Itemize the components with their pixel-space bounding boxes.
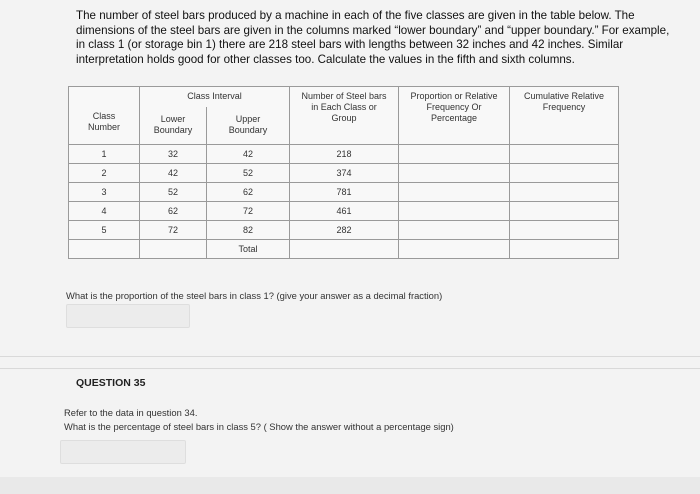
question-35-prompt: What is the percentage of steel bars in class 5? ( Show the answer without a percentage sign) [64, 421, 454, 432]
upper-boundary-cell: 52 [207, 164, 290, 183]
table-row [69, 183, 619, 202]
empty-cell [69, 240, 140, 259]
question-35-refer: Refer to the data in question 34. [64, 407, 198, 418]
proportion-header: Proportion or Relative Frequency Or Percentage [399, 87, 510, 145]
table-row [69, 202, 619, 221]
class-number-header: Class Number [69, 87, 140, 145]
total-cumulative-cell[interactable] [510, 240, 619, 259]
lower-boundary-cell: 42 [140, 164, 207, 183]
class-number-cell: 4 [69, 202, 140, 221]
class-number-cell: 3 [69, 183, 140, 202]
upper-boundary-header: Upper Boundary [207, 107, 290, 145]
proportion-cell[interactable] [399, 164, 510, 183]
total-proportion-cell[interactable] [399, 240, 510, 259]
question-divider [0, 356, 700, 357]
count-cell: 218 [290, 145, 399, 164]
count-cell: 461 [290, 202, 399, 221]
count-cell: 282 [290, 221, 399, 240]
cumulative-cell[interactable] [510, 164, 619, 183]
cumulative-cell[interactable] [510, 145, 619, 164]
lower-boundary-header: Lower Boundary [140, 107, 207, 145]
lower-boundary-cell: 52 [140, 183, 207, 202]
class-interval-header: Class Interval [140, 87, 290, 107]
cumulative-cell[interactable] [510, 183, 619, 202]
class-number-cell: 1 [69, 145, 140, 164]
upper-boundary-cell: 42 [207, 145, 290, 164]
total-count-cell[interactable] [290, 240, 399, 259]
class-number-cell: 2 [69, 164, 140, 183]
question-34-answer-input[interactable] [66, 304, 190, 328]
table-row [69, 221, 619, 240]
table-row [69, 145, 619, 164]
proportion-cell[interactable] [399, 183, 510, 202]
cumulative-cell[interactable] [510, 221, 619, 240]
proportion-cell[interactable] [399, 202, 510, 221]
table-row [69, 164, 619, 183]
question-34-prompt: What is the proportion of the steel bars in class 1? (give your answer as a decimal fraction) [66, 290, 443, 301]
upper-boundary-cell: 72 [207, 202, 290, 221]
number-of-bars-header: Number of Steel bars in Each Class or Group [290, 87, 399, 145]
empty-cell [140, 240, 207, 259]
footer-band [0, 477, 700, 494]
upper-boundary-cell: 82 [207, 221, 290, 240]
count-cell: 781 [290, 183, 399, 202]
proportion-cell[interactable] [399, 221, 510, 240]
proportion-cell[interactable] [399, 145, 510, 164]
upper-boundary-cell: 62 [207, 183, 290, 202]
lower-boundary-cell: 62 [140, 202, 207, 221]
question-35-answer-input[interactable] [60, 440, 186, 464]
cumulative-cell[interactable] [510, 202, 619, 221]
table-row-total [69, 240, 619, 259]
question-35-label: QUESTION 35 [76, 377, 146, 389]
lower-boundary-cell: 32 [140, 145, 207, 164]
cumulative-header: Cumulative Relative Frequency [510, 87, 619, 145]
frequency-table [68, 86, 619, 259]
question-divider [0, 368, 700, 369]
lower-boundary-cell: 72 [140, 221, 207, 240]
class-number-cell: 5 [69, 221, 140, 240]
count-cell: 374 [290, 164, 399, 183]
problem-statement: The number of steel bars produced by a machine in each of the five classes are given in the table below. The dimensions of the steel bars are given in the columns marked “lower boundary” and “upper boundary.” For example, in class 1 (or storage bin 1) there are 218 steel bars with lengths between 32 inches and 42 inches. Similar interpretation holds good for other classes too. Calculate the values in the fifth and sixth columns. [76, 9, 670, 66]
total-label: Total [207, 240, 290, 259]
